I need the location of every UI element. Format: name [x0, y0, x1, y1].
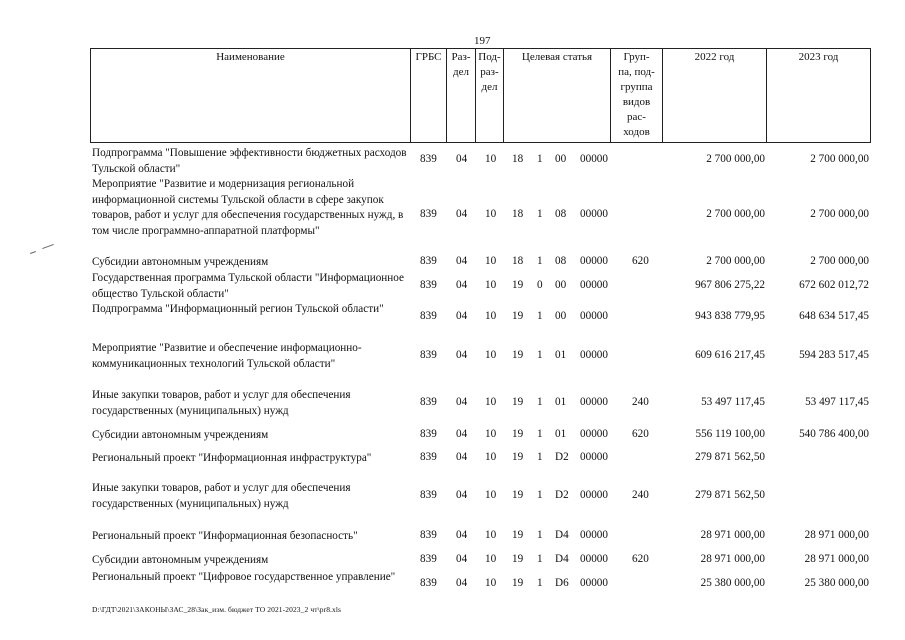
podrazdel-cell: 10 [485, 153, 497, 165]
razdel-cell: 04 [456, 153, 468, 165]
amount-2023-cell: 672 602 012,72 [799, 279, 869, 291]
target-direction-cell: 00000 [580, 529, 608, 541]
target-program-cell: 19 [512, 577, 524, 589]
row-name: Иные закупки товаров, работ и услуг для обеспечения государственных (муниципальных) нужд [92, 482, 351, 510]
target-program-cell: 19 [512, 529, 524, 541]
header-podrazdel: Под- раз- дел [478, 51, 501, 93]
razdel-cell: 04 [456, 349, 468, 361]
target-program-cell: 18 [512, 153, 524, 165]
razdel-cell: 04 [456, 577, 468, 589]
amount-2022-cell: 2 700 000,00 [706, 255, 765, 267]
target-event-cell: 00 [555, 153, 567, 165]
amount-2022-cell: 28 971 000,00 [700, 529, 765, 541]
scan-mark [42, 244, 54, 249]
amount-2022-cell: 2 700 000,00 [706, 208, 765, 220]
target-subprogram-cell: 1 [537, 208, 543, 220]
row-name: Иные закупки товаров, работ и услуг для обеспечения государственных (муниципальных) нужд [92, 389, 351, 417]
razdel-cell: 04 [456, 529, 468, 541]
podrazdel-cell: 10 [485, 208, 497, 220]
amount-2022-cell: 53 497 117,45 [701, 396, 765, 408]
target-direction-cell: 00000 [580, 349, 608, 361]
podrazdel-cell: 10 [485, 428, 497, 440]
target-program-cell: 19 [512, 349, 524, 361]
target-subprogram-cell: 1 [537, 553, 543, 565]
target-subprogram-cell: 1 [537, 577, 543, 589]
row-name: Субсидии автономным учреждениям [92, 429, 269, 441]
row-name: Подпрограмма "Повышение эффективности бюджетных расходов Тульской области" [92, 147, 407, 175]
target-event-cell: 08 [555, 255, 567, 267]
target-event-cell: D6 [555, 577, 569, 589]
expense-group-cell: 240 [632, 396, 649, 408]
amount-2023-cell: 2 700 000,00 [810, 255, 869, 267]
target-subprogram-cell: 1 [537, 451, 543, 463]
grbs-cell: 839 [420, 208, 437, 220]
podrazdel-cell: 10 [485, 577, 497, 589]
target-direction-cell: 00000 [580, 489, 608, 501]
header-name: Наименование [216, 51, 285, 63]
row-name: Мероприятие "Развитие и обеспечение информационно-коммуникационных технологий Тульской области" [92, 342, 362, 370]
amount-2023-cell: 2 700 000,00 [810, 208, 869, 220]
target-program-cell: 19 [512, 396, 524, 408]
amount-2023-cell: 540 786 400,00 [799, 428, 869, 440]
grbs-cell: 839 [420, 349, 437, 361]
target-subprogram-cell: 1 [537, 428, 543, 440]
row-name: Субсидии автономным учреждениям [92, 554, 269, 566]
target-subprogram-cell: 1 [537, 255, 543, 267]
grbs-cell: 839 [420, 451, 437, 463]
header-group: Груп- па, под- группа видов рас- ходов [618, 51, 655, 138]
target-subprogram-cell: 1 [537, 153, 543, 165]
amount-2023-cell: 2 700 000,00 [810, 153, 869, 165]
row-name: Региональный проект "Информационная инфраструктура" [92, 452, 372, 464]
target-direction-cell: 00000 [580, 553, 608, 565]
grbs-cell: 839 [420, 529, 437, 541]
target-direction-cell: 00000 [580, 428, 608, 440]
podrazdel-cell: 10 [485, 255, 497, 267]
amount-2023-cell: 28 971 000,00 [804, 529, 869, 541]
target-event-cell: D2 [555, 489, 569, 501]
target-event-cell: 00 [555, 279, 567, 291]
razdel-cell: 04 [456, 396, 468, 408]
target-direction-cell: 00000 [580, 255, 608, 267]
amount-2022-cell: 556 119 100,00 [695, 428, 765, 440]
razdel-cell: 04 [456, 428, 468, 440]
scan-mark [30, 251, 36, 254]
target-event-cell: 01 [555, 396, 567, 408]
target-direction-cell: 00000 [580, 310, 608, 322]
grbs-cell: 839 [420, 255, 437, 267]
target-event-cell: 00 [555, 310, 567, 322]
amount-2023-cell: 25 380 000,00 [804, 577, 869, 589]
target-program-cell: 19 [512, 428, 524, 440]
grbs-cell: 839 [420, 489, 437, 501]
expense-group-cell: 620 [632, 553, 649, 565]
amount-2022-cell: 28 971 000,00 [700, 553, 765, 565]
podrazdel-cell: 10 [485, 279, 497, 291]
amount-2023-cell: 594 283 517,45 [799, 349, 869, 361]
amount-2022-cell: 609 616 217,45 [695, 349, 765, 361]
page-number: 197 [474, 35, 491, 47]
row-name: Подпрограмма "Информационный регион Тульской области" [92, 303, 384, 315]
target-event-cell: 01 [555, 349, 567, 361]
target-program-cell: 18 [512, 255, 524, 267]
target-program-cell: 18 [512, 208, 524, 220]
podrazdel-cell: 10 [485, 489, 497, 501]
grbs-cell: 839 [420, 577, 437, 589]
razdel-cell: 04 [456, 255, 468, 267]
header-razdel: Раз- дел [451, 51, 471, 78]
target-program-cell: 19 [512, 451, 524, 463]
razdel-cell: 04 [456, 451, 468, 463]
target-direction-cell: 00000 [580, 577, 608, 589]
target-program-cell: 19 [512, 310, 524, 322]
amount-2022-cell: 943 838 779,95 [695, 310, 765, 322]
podrazdel-cell: 10 [485, 553, 497, 565]
target-subprogram-cell: 1 [537, 529, 543, 541]
amount-2022-cell: 967 806 275,22 [695, 279, 765, 291]
razdel-cell: 04 [456, 208, 468, 220]
row-name: Региональный проект "Информационная безопасность" [92, 530, 358, 542]
razdel-cell: 04 [456, 279, 468, 291]
grbs-cell: 839 [420, 153, 437, 165]
target-program-cell: 19 [512, 553, 524, 565]
row-name: Субсидии автономным учреждениям [92, 256, 269, 268]
target-subprogram-cell: 0 [537, 279, 543, 291]
amount-2023-cell: 53 497 117,45 [805, 396, 869, 408]
amount-2023-cell: 648 634 517,45 [799, 310, 869, 322]
expense-group-cell: 620 [632, 428, 649, 440]
target-direction-cell: 00000 [580, 396, 608, 408]
grbs-cell: 839 [420, 279, 437, 291]
target-direction-cell: 00000 [580, 153, 608, 165]
amount-2022-cell: 2 700 000,00 [706, 153, 765, 165]
target-direction-cell: 00000 [580, 451, 608, 463]
podrazdel-cell: 10 [485, 396, 497, 408]
target-subprogram-cell: 1 [537, 349, 543, 361]
header-2023: 2023 год [798, 51, 839, 63]
header-top-border [90, 48, 871, 49]
target-subprogram-cell: 1 [537, 489, 543, 501]
header-grbs: ГРБС [415, 51, 442, 63]
grbs-cell: 839 [420, 553, 437, 565]
podrazdel-cell: 10 [485, 310, 497, 322]
amount-2022-cell: 279 871 562,50 [695, 489, 765, 501]
target-event-cell: D2 [555, 451, 569, 463]
podrazdel-cell: 10 [485, 349, 497, 361]
header-bottom-border [90, 142, 871, 143]
grbs-cell: 839 [420, 428, 437, 440]
header-divider [870, 48, 871, 143]
target-direction-cell: 00000 [580, 279, 608, 291]
podrazdel-cell: 10 [485, 451, 497, 463]
row-name: Региональный проект "Цифровое государственное управление" [92, 571, 396, 583]
target-program-cell: 19 [512, 489, 524, 501]
amount-2023-cell: 28 971 000,00 [804, 553, 869, 565]
expense-group-cell: 620 [632, 255, 649, 267]
podrazdel-cell: 10 [485, 529, 497, 541]
target-subprogram-cell: 1 [537, 310, 543, 322]
row-name: Мероприятие "Развитие и модернизация региональной информационной системы Тульской области в сфере закупок товаров, работ и услуг для обеспечения государственных нужд, в том числе программно-аппаратной платформы" [92, 178, 404, 237]
grbs-cell: 839 [420, 396, 437, 408]
target-event-cell: 08 [555, 208, 567, 220]
amount-2022-cell: 25 380 000,00 [700, 577, 765, 589]
expense-group-cell: 240 [632, 489, 649, 501]
target-subprogram-cell: 1 [537, 396, 543, 408]
header-target: Целевая статья [521, 51, 593, 63]
amount-2022-cell: 279 871 562,50 [695, 451, 765, 463]
target-event-cell: D4 [555, 529, 569, 541]
target-event-cell: 01 [555, 428, 567, 440]
grbs-cell: 839 [420, 310, 437, 322]
razdel-cell: 04 [456, 310, 468, 322]
target-program-cell: 19 [512, 279, 524, 291]
razdel-cell: 04 [456, 489, 468, 501]
file-path-footer: D:\ГДТ\2021\ЗАКОНЫ\ЗАС_28\Зак_изм. бюджет ТО 2021-2023_2 чт\pr8.xls [92, 605, 342, 614]
target-event-cell: D4 [555, 553, 569, 565]
header-2022: 2022 год [694, 51, 735, 63]
target-direction-cell: 00000 [580, 208, 608, 220]
row-name: Государственная программа Тульской области "Информационное общество Тульской области" [92, 272, 404, 300]
razdel-cell: 04 [456, 553, 468, 565]
